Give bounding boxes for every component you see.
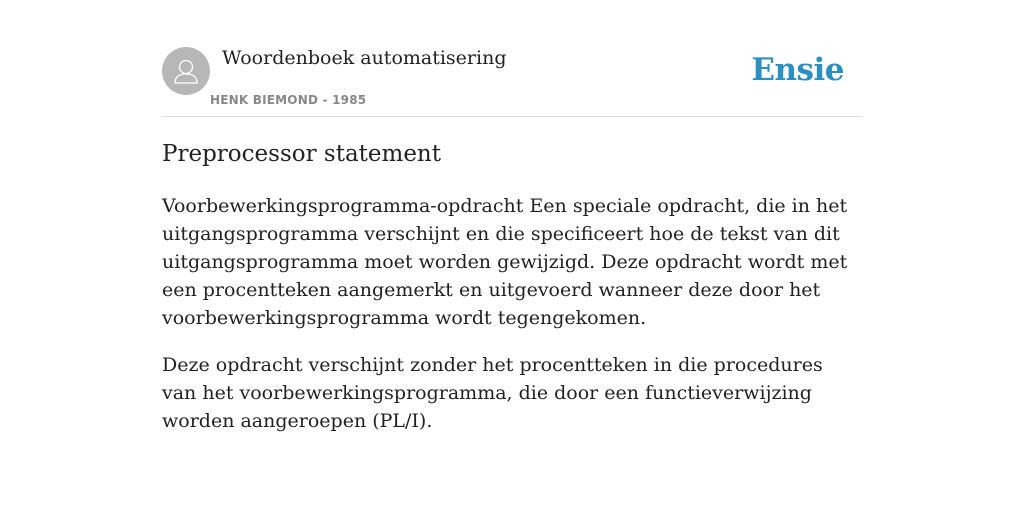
- byline-separator: -: [322, 93, 328, 107]
- page-header: [162, 46, 862, 117]
- entry-title: Preprocessor statement: [162, 141, 441, 167]
- user-placeholder-icon[interactable]: [162, 47, 210, 95]
- entry-paragraph: Voorbewerkingsprogramma-opdracht Een speciale opdracht, die in het uitgangsprogramma verschijnt en die specificeert hoe de tekst van dit uitgangsprogramma moet worden gewijzigd. Deze opdracht wordt met een procentteken aangemerkt en uitgevoerd wanneer deze door het voorbewerkingsprogramma wordt tegengekomen.: [162, 195, 848, 329]
- publication-year: 1985: [332, 93, 367, 107]
- book-title[interactable]: Woordenboek automatisering: [222, 47, 507, 69]
- ensie-logo[interactable]: Ensie: [751, 52, 844, 88]
- author-byline: [210, 93, 366, 107]
- author-name[interactable]: HENK BIEMOND: [210, 93, 319, 107]
- entry-content: [162, 138, 862, 435]
- entry-paragraph: Deze opdracht verschijnt zonder het procentteken in die procedures van het voorbewerkingsprogramma, die door een functieverwijzing worden aangeroepen (PL/I).: [162, 354, 823, 432]
